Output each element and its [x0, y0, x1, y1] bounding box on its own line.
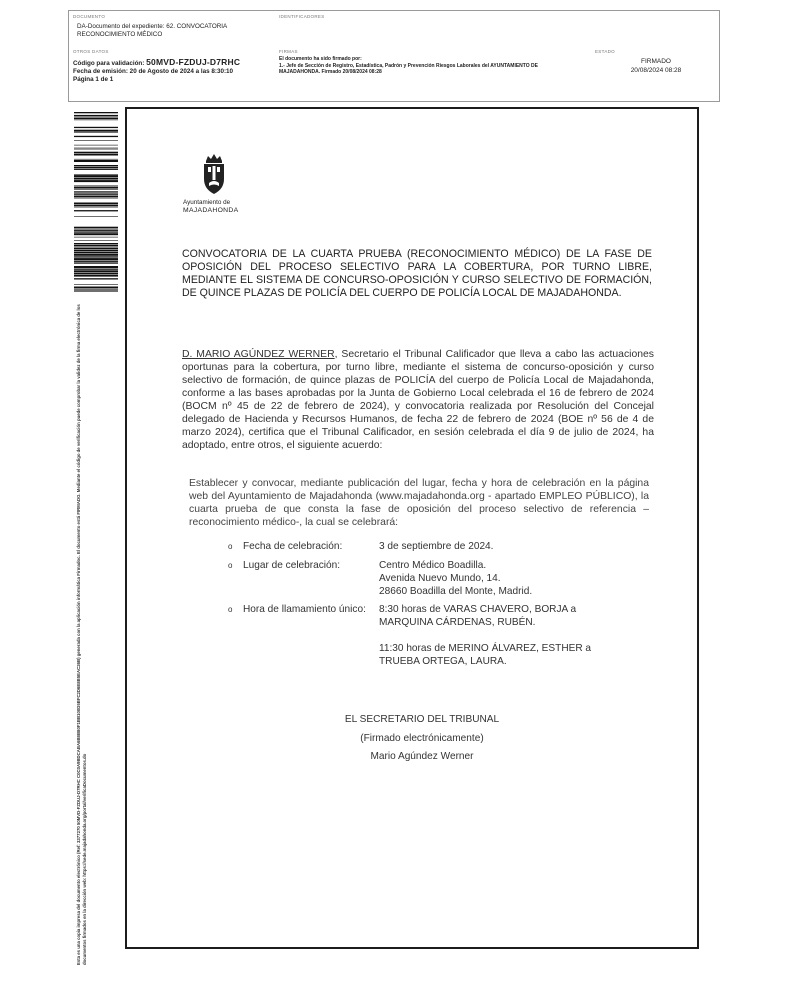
estado-value: FIRMADO: [641, 58, 671, 65]
barcode-bar: [74, 258, 118, 260]
barcode-bar: [74, 287, 118, 289]
barcode-bar: [74, 196, 118, 197]
verification-note-text: Esta es una copia impresa del documento electrónico (Ref: 3377270 50MVD-FZDUJ-D7RHC C0C0A9BDCABA6B8B80F1BB100D5BFC2D6E8B5EAC26B) generada con la aplicación informática Firmadoc. El documento está FIRMADO. Mediante el código de verificación puede comprobar la validez de la firma electrónica de los documentos firmados en la dirección web: https://sede.majadahonda.org/portal/verificaDocumentos.do: [76, 304, 88, 965]
fecha-value: 3 de septiembre de 2024.: [379, 541, 494, 552]
estado-status: [595, 57, 717, 75]
barcode-bar: [74, 178, 118, 180]
barcode-bar: [74, 186, 118, 187]
barcode-bar: [74, 230, 118, 231]
page-count: Página 1 de 1: [73, 76, 114, 83]
lugar-value: [379, 559, 605, 598]
barcode-bar: [74, 245, 118, 246]
barcode-bar: [74, 130, 118, 132]
validation-label: Código para validación:: [73, 60, 147, 67]
barcode-bar: [74, 261, 118, 262]
barcode-bar: [74, 187, 118, 189]
barcode-bar: [74, 136, 118, 137]
barcode-bar: [74, 169, 118, 170]
barcode-bar: [74, 290, 118, 291]
barcode-bar: [74, 237, 118, 238]
barcode-bar: [74, 189, 118, 190]
barcode-bar: [74, 118, 118, 119]
barcode-bar: [74, 198, 118, 199]
fecha-label: Fecha de celebración:: [243, 541, 343, 552]
barcode-bar: [74, 210, 118, 211]
hora-value-2: 11:30 horas de MERINO ÁLVAREZ, ESTHER a TRUEBA ORTEGA, LAURA.: [379, 643, 592, 667]
signature-title: EL SECRETARIO DEL TRIBUNAL: [344, 714, 500, 725]
lugar-line1: Centro Médico Boadilla.: [379, 560, 487, 571]
barcode-bar: [74, 256, 118, 257]
validation-line: [73, 58, 271, 68]
barcode-bar: [74, 148, 118, 149]
barcode-bar: [74, 160, 118, 162]
barcode-bar: [74, 152, 118, 153]
intro-paragraph: [182, 348, 654, 452]
barcode-bar: [74, 132, 118, 133]
barcode-bar: [74, 145, 118, 146]
bullet-icon: o: [228, 561, 233, 570]
barcode-bar: [74, 284, 118, 285]
identificadores-cell: [275, 11, 721, 46]
firmas-cell: [275, 46, 591, 103]
barcode-bar: [74, 159, 118, 160]
identificadores-caption: IDENTIFICADORES: [279, 14, 325, 19]
barcode-bar: [74, 270, 118, 272]
otros-datos-caption: OTROS DATOS: [73, 49, 109, 54]
barcode-bar: [74, 262, 118, 263]
barcode-bar: [74, 154, 118, 156]
barcode-bar: [74, 203, 118, 205]
barcode-bar: [74, 275, 118, 277]
documento-caption: DOCUMENTO: [73, 14, 106, 19]
barcode-bar: [74, 140, 118, 141]
lugar-label: Lugar de celebración:: [243, 560, 341, 571]
validation-code: 50MVD-FZDUJ-D7RHC: [146, 57, 241, 67]
emission-date: Fecha de emisión: 20 de Agosto de 2024 a las 8:30:10: [73, 68, 234, 75]
logo-text-line2: MAJADAHONDA: [183, 206, 239, 214]
barcode-bar: [74, 247, 118, 248]
estado-cell: [591, 46, 721, 103]
verification-note: [76, 297, 90, 965]
lugar-line2: Avenida Nuevo Mundo, 14.: [379, 573, 501, 584]
barcode-bar: [74, 266, 118, 268]
barcode-bar: [74, 117, 118, 118]
otros-datos-cell: [69, 46, 275, 103]
intro-text: , Secretario el Tribunal Calificador que lleva a cabo las actuaciones oportunas para la cobertura, por turno libre, mediante el sistema de concurso-oposición y curso selectivo de formación, de quince plazas de POLICÍA del cuerpo de Policía Local de Majadahonda, conforme a las bases aprobadas por la Junta de Gobierno Local celebrada el 16 de febrero de 2024 (BOCM nº 45 de 22 de febrero de 2024), y convocatoria realizada por Resolución del Concejal delegado de Hacienda y Recursos Humanos, de fecha 22 de febrero de 2024 (BOE nº 56 de 4 de marzo 2024), certifica que el Tribunal Calificador, en sesión celebrada el día 9 de julio de 2024, ha adoptado, entre otros, el siguiente acuerdo:: [182, 349, 654, 451]
barcode-bar: [74, 174, 118, 175]
municipality-logo: [183, 153, 249, 215]
firmas-title: El documento ha sido firmado por:: [279, 56, 362, 62]
barcode-bar: [74, 180, 118, 182]
logo-text-line1: Ayuntamiento de: [183, 199, 231, 206]
barcode-bar: [74, 193, 118, 194]
barcode-bar: [74, 191, 118, 192]
barcode-bar: [74, 216, 118, 217]
barcode-bar: [74, 240, 118, 241]
barcode-bar: [74, 289, 118, 290]
barcode-bar: [74, 120, 118, 121]
signature-note: (Firmado electrónicamente): [360, 733, 484, 744]
hora-value-1: 8:30 horas de VARAS CHAVERO, BORJA a MARQUINA CÁRDENAS, RUBÉN.: [379, 604, 577, 628]
documento-cell: [69, 11, 275, 46]
coat-of-arms-icon: [201, 153, 227, 195]
barcode-bar: [74, 229, 118, 230]
barcode-bar: [74, 115, 118, 116]
barcode-bar: [74, 231, 118, 232]
bullet-icon: o: [228, 605, 233, 614]
barcode-bar: [74, 205, 118, 206]
barcode-bar: [74, 207, 118, 208]
barcode-bar: [74, 175, 118, 177]
barcode-bar: [74, 194, 118, 195]
barcode-bar: [74, 252, 118, 253]
barcode-bar: [74, 243, 118, 244]
documento-text: DA-Documento del expediente: 62. CONVOCATORIA RECONOCIMIENTO MÉDICO: [77, 23, 227, 38]
barcode-bar: [74, 165, 118, 166]
hora-label: Hora de llamamiento único:: [243, 604, 366, 615]
barcode-bar: [74, 278, 118, 279]
document-page: [125, 107, 699, 949]
document-title: CONVOCATORIA DE LA CUARTA PRUEBA (RECONOCIMIENTO MÉDICO) DE LA FASE DE OPOSICIÓN DEL PROCESO SELECTIVO PARA LA COBERTURA, POR TURNO LIBRE, MEDIANTE EL SISTEMA DE CONCURSO-OPOSICIÓN Y CURSO SELECTIVO DE FORMACIÓN, DE QUINCE PLAZAS DE POLICÍA DEL CUERPO DE POLICÍA LOCAL DE MAJADAHONDA.: [182, 248, 652, 299]
barcode-bar: [74, 233, 118, 235]
hora-value: [379, 603, 605, 668]
barcode-bar: [74, 112, 118, 113]
barcode-bar: [74, 254, 118, 256]
barcode-bar: [74, 269, 118, 270]
estado-date: 20/08/2024 08:28: [630, 67, 682, 74]
barcode-bar: [74, 273, 118, 274]
barcode-bar: [74, 127, 118, 128]
firmas-body: 1.- Jefe de Sección de Registro, Estadística, Padrón y Prevención Riesgos Laborales del AYUNTAMIENTO DE MAJADAHONDA. Firmado 20/08/2024 08:28: [279, 63, 538, 76]
signer-name: D. MARIO AGÚNDEZ WERNER: [182, 349, 335, 360]
bullet-icon: o: [228, 542, 233, 551]
agreement-paragraph: Establecer y convocar, mediante publicación del lugar, fecha y hora de celebración en la página web del Ayuntamiento de Majadahonda (www.majadahonda.org - apartado EMPLEO PÚBLICO), la cuarta prueba de que consta la fase de oposición del proceso selectivo de referencia – reconocimiento médico-, la cual se celebrará:: [189, 478, 649, 528]
document-metadata-table: [68, 10, 720, 102]
barcode-bar: [74, 248, 118, 249]
barcode-bar: [74, 250, 118, 252]
barcode-bar: [74, 227, 118, 228]
barcode: [74, 112, 118, 292]
signature-name: Mario Agúndez Werner: [370, 751, 474, 762]
barcode-bar: [74, 167, 118, 168]
firmas-caption: FIRMAS: [279, 49, 298, 54]
lugar-line3: 28660 Boadilla del Monte, Madrid.: [379, 586, 533, 597]
estado-caption: ESTADO: [595, 49, 615, 54]
barcode-bar: [74, 291, 118, 292]
barcode-bar: [74, 149, 118, 150]
